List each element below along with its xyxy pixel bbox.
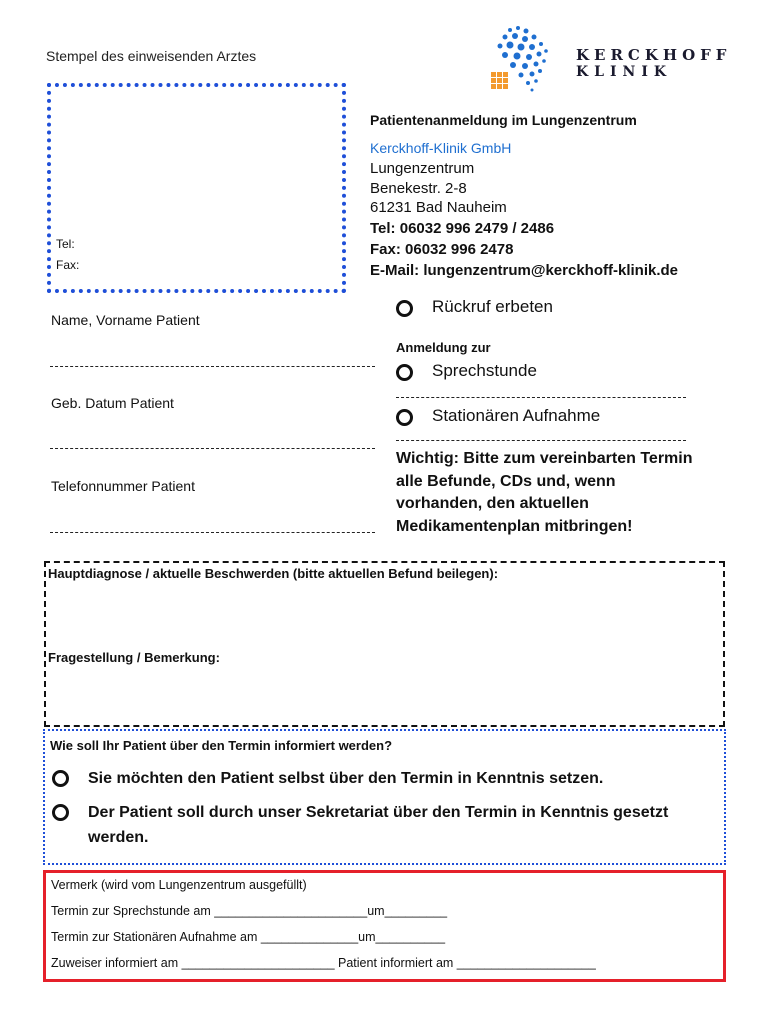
consultation-label: Sprechstunde bbox=[432, 361, 537, 380]
form-title: Patientenanmeldung im Lungenzentrum bbox=[370, 112, 637, 128]
question-label: Fragestellung / Bemerkung: bbox=[48, 650, 220, 665]
city: 61231 Bad Nauheim bbox=[370, 199, 507, 216]
inpatient-label: Stationären Aufnahme bbox=[432, 406, 601, 425]
logo-text-line1: KERCKHOFF bbox=[576, 46, 732, 64]
callback-radio[interactable] bbox=[396, 300, 413, 317]
important-note: Wichtig: Bitte zum vereinbarten Termin alle Befunde, CDs und, wenn vorhanden, den aktuellen Medikamentenplan mitbringen! bbox=[396, 450, 693, 535]
consultation-radio[interactable] bbox=[396, 364, 413, 381]
phone: Tel: 06032 996 2479 / 2486 bbox=[370, 220, 555, 237]
stamp-fax-label: Fax: bbox=[56, 258, 80, 272]
inpatient-line bbox=[396, 440, 686, 441]
kerckhoff-logo-icon bbox=[488, 24, 568, 94]
register-label: Anmeldung zur bbox=[396, 340, 491, 355]
patient-name-label: Name, Vorname Patient bbox=[51, 312, 200, 328]
inform-self-label: Sie möchten den Patient selbst über den Termin in Kenntnis setzen. bbox=[88, 770, 604, 787]
department: Lungenzentrum bbox=[370, 160, 475, 177]
fax: Fax: 06032 996 2478 bbox=[370, 241, 514, 258]
vermerk-title: Vermerk (wird vom Lungenzentrum ausgefüllt) bbox=[51, 878, 307, 892]
inform-question: Wie soll Ihr Patient über den Termin informiert werden? bbox=[50, 738, 393, 753]
inform-self-radio[interactable] bbox=[52, 770, 69, 787]
email: E-Mail: lungenzentrum@kerckhoff-klinik.de bbox=[370, 262, 678, 279]
street: Benekestr. 2-8 bbox=[370, 180, 467, 197]
patient-name-field[interactable] bbox=[50, 366, 375, 367]
inform-secretary-label: Der Patient soll durch unser Sekretariat über den Termin in Kenntnis gesetzt werden. bbox=[88, 804, 669, 846]
diagnosis-label: Hauptdiagnose / aktuelle Beschwerden (bitte aktuellen Befund beilegen): bbox=[48, 566, 499, 581]
stamp-label: Stempel des einweisenden Arztes bbox=[46, 48, 257, 64]
consultation-line bbox=[396, 397, 686, 398]
inform-secretary-radio[interactable] bbox=[52, 804, 69, 821]
company-name: Kerckhoff-Klinik GmbH bbox=[370, 140, 512, 156]
patient-phone-label: Telefonnummer Patient bbox=[51, 478, 195, 494]
vermerk-informed-line[interactable]: Zuweiser informiert am ______________________ Patient informiert am ____________________ bbox=[51, 956, 596, 970]
vermerk-consultation-line[interactable]: Termin zur Sprechstunde am ______________________um_________ bbox=[51, 904, 448, 918]
patient-dob-label: Geb. Datum Patient bbox=[51, 395, 174, 411]
patient-dob-field[interactable] bbox=[50, 448, 375, 449]
inpatient-radio[interactable] bbox=[396, 409, 413, 426]
stamp-box bbox=[47, 83, 346, 293]
logo-text-line2: KLINIK bbox=[576, 64, 673, 80]
patient-phone-field[interactable] bbox=[50, 532, 375, 533]
diagnosis-box[interactable] bbox=[44, 561, 725, 727]
stamp-tel-label: Tel: bbox=[56, 237, 75, 251]
callback-label: Rückruf erbeten bbox=[432, 297, 553, 316]
vermerk-inpatient-line[interactable]: Termin zur Stationären Aufnahme am ______________um__________ bbox=[51, 930, 446, 944]
